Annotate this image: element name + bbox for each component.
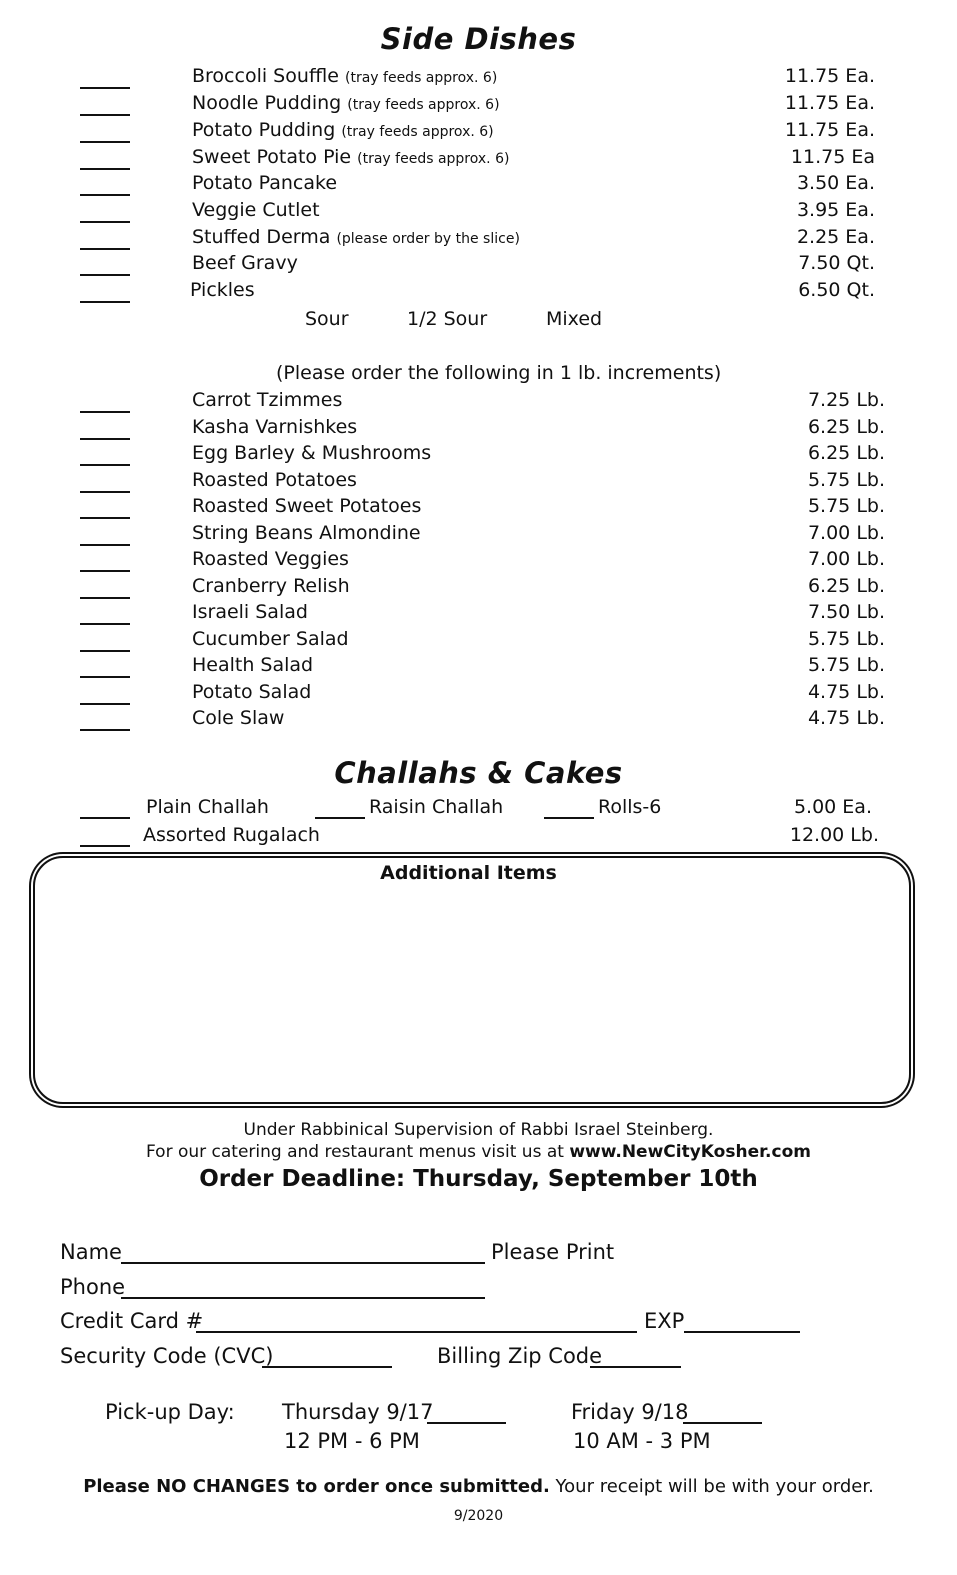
- lb-item-qty-line[interactable]: [80, 491, 130, 493]
- side-dish-qty-line[interactable]: [80, 114, 130, 116]
- side-dish-qty-line[interactable]: [80, 141, 130, 143]
- side-dish-label: Broccoli Souffle: [192, 65, 339, 87]
- side-dish-row: [0, 92, 957, 118]
- lb-item-price: 5.75 Lb.: [807, 495, 885, 517]
- lb-item-name: Israeli Salad: [192, 601, 308, 623]
- lb-item-qty-line[interactable]: [80, 464, 130, 466]
- side-dish-name: [192, 199, 320, 221]
- side-dish-row: [0, 279, 957, 305]
- lb-item-price: 7.50 Lb.: [807, 601, 885, 623]
- name-label: Name: [60, 1240, 122, 1264]
- side-dish-name: [192, 252, 298, 274]
- please-print-label: Please Print: [491, 1240, 615, 1264]
- zip-field[interactable]: [590, 1350, 681, 1368]
- side-dish-note: (tray feeds approx. 6): [345, 70, 498, 86]
- side-dish-label: Sweet Potato Pie: [192, 146, 352, 168]
- supervision-text: Under Rabbinical Supervision of Rabbi Israel Steinberg.: [243, 1120, 714, 1140]
- side-dish-note: (please order by the slice): [336, 231, 520, 247]
- lb-item-qty-line[interactable]: [80, 676, 130, 678]
- lb-item-qty-line[interactable]: [80, 517, 130, 519]
- lb-item-row: [0, 575, 957, 601]
- side-dish-label: Pickles: [190, 279, 255, 301]
- lb-item-price: 4.75 Lb.: [807, 707, 885, 729]
- side-dish-qty-line[interactable]: [80, 168, 130, 170]
- name-field[interactable]: [121, 1246, 485, 1264]
- phone-field[interactable]: [121, 1281, 485, 1299]
- side-dish-price: 7.50 Qt.: [798, 252, 875, 274]
- side-dish-row: [0, 119, 957, 145]
- plain-challah-qty-line[interactable]: [80, 817, 130, 819]
- lb-item-qty-line[interactable]: [80, 570, 130, 572]
- receipt-note: Your receipt will be with your order.: [549, 1476, 874, 1497]
- side-dish-qty-line[interactable]: [80, 87, 130, 89]
- pickup-thursday-label: Thursday 9/17: [282, 1400, 434, 1424]
- side-dish-row: [0, 199, 957, 225]
- side-dish-qty-line[interactable]: [80, 221, 130, 223]
- lb-item-qty-line[interactable]: [80, 729, 130, 731]
- challah-price: 5.00 Ea.: [793, 796, 872, 818]
- side-dish-row: [0, 226, 957, 252]
- pickle-option-mixed: Mixed: [546, 308, 603, 330]
- lb-item-price: 5.75 Lb.: [807, 627, 885, 650]
- pickup-label: Pick-up Day:: [105, 1400, 235, 1424]
- side-dish-label: Beef Gravy: [192, 252, 298, 274]
- rugalach-label: Assorted Rugalach: [143, 824, 320, 846]
- lb-item-name: Roasted Sweet Potatoes: [192, 495, 422, 517]
- side-dish-name: [190, 279, 255, 301]
- lb-item-price: 7.00 Lb.: [807, 521, 885, 544]
- lb-item-qty-line[interactable]: [80, 597, 130, 599]
- lb-item-price: 7.00 Lb.: [807, 548, 885, 570]
- lb-item-name: Roasted Potatoes: [192, 468, 357, 491]
- side-dish-name: [192, 226, 520, 248]
- side-dish-price: 2.25 Ea.: [796, 226, 875, 248]
- no-changes-bold: Please NO CHANGES to order once submitted.: [83, 1476, 550, 1497]
- lb-item-name: Health Salad: [192, 654, 314, 676]
- side-dish-name: [192, 172, 337, 194]
- side-dish-name: [192, 65, 497, 87]
- lb-item-price: 5.75 Lb.: [807, 654, 885, 676]
- lb-item-row: [0, 707, 957, 733]
- raisin-challah-label: Raisin Challah: [369, 796, 504, 818]
- exp-field[interactable]: [684, 1315, 800, 1333]
- rolls-qty-line[interactable]: [544, 817, 594, 819]
- version-date: 9/2020: [453, 1508, 504, 1524]
- pickup-friday-hours: 10 AM - 3 PM: [573, 1429, 711, 1453]
- lb-item-row: [0, 681, 957, 707]
- lb-item-price: 6.25 Lb.: [807, 415, 885, 438]
- side-dish-label: Potato Pudding: [192, 119, 336, 141]
- plain-challah-label: Plain Challah: [146, 796, 269, 818]
- lb-item-row: [0, 601, 957, 627]
- lb-item-row: [0, 389, 957, 415]
- additional-items-title: Additional Items: [380, 862, 557, 884]
- side-dish-note: (tray feeds approx. 6): [357, 151, 510, 167]
- no-changes-notice: [0, 1476, 957, 1497]
- lb-item-row: [0, 495, 957, 521]
- side-dish-label: Noodle Pudding: [192, 92, 342, 114]
- credit-card-label: Credit Card #: [60, 1309, 204, 1333]
- lb-item-name: String Beans Almondine: [192, 521, 421, 544]
- side-dish-name: [192, 146, 509, 168]
- lb-increments-note: (Please order the following in 1 lb. increments): [276, 362, 722, 384]
- lb-item-row: [0, 442, 957, 468]
- side-dish-label: Veggie Cutlet: [192, 199, 320, 221]
- pickle-option-half-sour: 1/2 Sour: [407, 308, 488, 330]
- side-dish-label: Stuffed Derma: [192, 226, 331, 248]
- lb-item-name: Cucumber Salad: [192, 627, 349, 650]
- side-dish-qty-line[interactable]: [80, 194, 130, 196]
- menus-prefix: For our catering and restaurant menus visit us at: [146, 1142, 570, 1162]
- side-dish-name: [192, 92, 500, 114]
- lb-item-price: 4.75 Lb.: [807, 680, 885, 703]
- lb-item-name: Potato Salad: [192, 680, 312, 703]
- challahs-title: Challahs & Cakes: [334, 756, 623, 790]
- lb-item-price: 6.25 Lb.: [807, 442, 885, 464]
- side-dish-price: 11.75 Ea.: [784, 119, 875, 141]
- lb-item-row: [0, 522, 957, 548]
- lb-item-name: Egg Barley & Mushrooms: [192, 442, 432, 464]
- lb-item-price: 6.25 Lb.: [807, 574, 885, 597]
- lb-item-qty-line[interactable]: [80, 703, 130, 705]
- side-dish-price: 3.50 Ea.: [796, 172, 875, 194]
- side-dish-price: 3.95 Ea.: [796, 199, 875, 221]
- lb-item-qty-line[interactable]: [80, 650, 130, 652]
- side-dish-qty-line[interactable]: [80, 301, 130, 303]
- side-dish-note: (tray feeds approx. 6): [347, 97, 500, 113]
- lb-item-qty-line[interactable]: [80, 544, 130, 546]
- lb-item-row: [0, 416, 957, 442]
- side-dish-price: 11.75 Ea.: [784, 92, 875, 114]
- lb-item-name: Carrot Tzimmes: [192, 389, 343, 411]
- pickle-option-sour: Sour: [305, 308, 349, 330]
- side-dish-row: [0, 65, 957, 91]
- pickup-friday-label: Friday 9/18: [571, 1400, 689, 1424]
- lb-item-name: Cranberry Relish: [192, 574, 350, 597]
- credit-card-field[interactable]: [196, 1315, 637, 1333]
- cvc-label: Security Code (CVC): [60, 1344, 274, 1368]
- side-dishes-title: Side Dishes: [380, 22, 577, 56]
- pickup-thursday-hours: 12 PM - 6 PM: [284, 1429, 420, 1453]
- lb-item-row: [0, 548, 957, 574]
- side-dish-qty-line[interactable]: [80, 248, 130, 250]
- lb-item-row: [0, 628, 957, 654]
- pickup-thursday-field[interactable]: [427, 1406, 506, 1424]
- lb-item-row: [0, 654, 957, 680]
- menus-line: [0, 1142, 957, 1162]
- exp-label: EXP: [644, 1309, 685, 1333]
- lb-item-name: Roasted Veggies: [192, 548, 349, 570]
- lb-item-name: Cole Slaw: [192, 707, 285, 729]
- website-link[interactable]: www.NewCityKosher.com: [569, 1142, 811, 1162]
- raisin-challah-qty-line[interactable]: [315, 817, 365, 819]
- cvc-field[interactable]: [262, 1350, 392, 1368]
- side-dish-row: [0, 146, 957, 172]
- rugalach-qty-line[interactable]: [80, 845, 130, 847]
- lb-item-qty-line[interactable]: [80, 438, 130, 440]
- side-dish-row: [0, 252, 957, 278]
- lb-item-price: 7.25 Lb.: [807, 389, 885, 411]
- side-dish-price: 6.50 Qt.: [798, 279, 875, 301]
- lb-item-qty-line[interactable]: [80, 411, 130, 413]
- side-dish-price: 11.75 Ea: [790, 146, 875, 168]
- order-deadline: Order Deadline: Thursday, September 10th: [199, 1166, 758, 1192]
- lb-item-row: [0, 469, 957, 495]
- lb-item-name: Kasha Varnishkes: [192, 415, 358, 438]
- lb-item-qty-line[interactable]: [80, 623, 130, 625]
- lb-item-price: 5.75 Lb.: [807, 468, 885, 491]
- side-dish-qty-line[interactable]: [80, 274, 130, 276]
- rugalach-price: 12.00 Lb.: [789, 824, 879, 846]
- phone-label: Phone: [60, 1275, 126, 1299]
- side-dish-note: (tray feeds approx. 6): [341, 124, 494, 140]
- additional-items-box[interactable]: [33, 856, 911, 1104]
- rolls-label: Rolls-6: [598, 796, 662, 818]
- side-dish-name: [192, 119, 494, 141]
- pickup-friday-field[interactable]: [683, 1406, 762, 1424]
- side-dish-row: [0, 172, 957, 198]
- side-dish-label: Potato Pancake: [192, 172, 338, 194]
- zip-label: Billing Zip Code: [437, 1344, 603, 1368]
- side-dish-price: 11.75 Ea.: [784, 65, 875, 87]
